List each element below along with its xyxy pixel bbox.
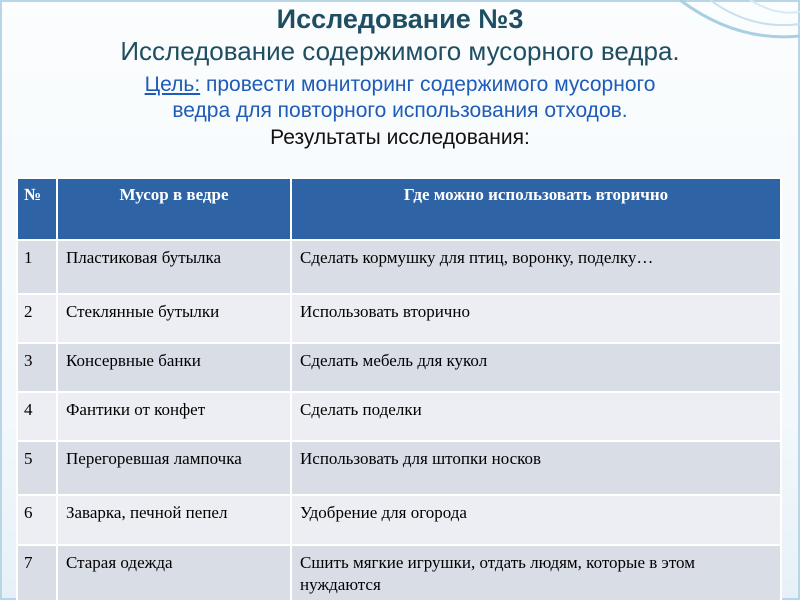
row-item: Пластиковая бутылка bbox=[57, 240, 291, 294]
row-use: Сделать поделки bbox=[291, 392, 781, 441]
row-number: 4 bbox=[17, 392, 57, 441]
goal-text-2: ведра для повторного использования отходов. bbox=[172, 99, 628, 122]
row-item: Консервные банки bbox=[57, 343, 291, 392]
row-number: 5 bbox=[17, 441, 57, 495]
results-table bbox=[16, 177, 782, 602]
row-number: 6 bbox=[17, 495, 57, 545]
table-row bbox=[17, 545, 781, 601]
goal-label: Цель: bbox=[144, 73, 201, 96]
row-item: Перегоревшая лампочка bbox=[57, 441, 291, 495]
table-row bbox=[17, 240, 781, 294]
slide-title: Исследование №3 bbox=[276, 4, 524, 34]
row-use: Удобрение для огорода bbox=[291, 495, 781, 545]
row-use: Использовать вторично bbox=[291, 294, 781, 343]
table-row bbox=[17, 343, 781, 392]
slide-subtitle: Исследование содержимого мусорного ведра. bbox=[120, 36, 680, 66]
row-item: Старая одежда bbox=[57, 545, 291, 601]
row-number: 2 bbox=[17, 294, 57, 343]
row-use: Сделать кормушку для птиц, воронку, поделку… bbox=[291, 240, 781, 294]
row-number: 7 bbox=[17, 545, 57, 601]
header-trash-item: Мусор в ведре bbox=[57, 178, 291, 240]
table-header-row bbox=[17, 178, 781, 240]
table-row bbox=[17, 294, 781, 343]
table-row bbox=[17, 495, 781, 545]
row-number: 1 bbox=[17, 240, 57, 294]
row-use: Сшить мягкие игрушки, отдать людям, которые в этом нуждаются bbox=[291, 545, 781, 601]
row-use: Использовать для штопки носков bbox=[291, 441, 781, 495]
table-row bbox=[17, 441, 781, 495]
row-number: 3 bbox=[17, 343, 57, 392]
row-use: Сделать мебель для кукол bbox=[291, 343, 781, 392]
header-reuse: Где можно использовать вторично bbox=[291, 178, 781, 240]
goal-text-1: провести мониторинг содержимого мусорного bbox=[206, 73, 656, 96]
row-item: Фантики от конфет bbox=[57, 392, 291, 441]
table-row bbox=[17, 392, 781, 441]
goal-line bbox=[0, 71, 800, 98]
row-item: Стеклянные бутылки bbox=[57, 294, 291, 343]
header-number: № bbox=[17, 178, 57, 240]
results-heading: Результаты исследования: bbox=[270, 126, 530, 149]
row-item: Заварка, печной пепел bbox=[57, 495, 291, 545]
slide-heading bbox=[0, 4, 800, 152]
